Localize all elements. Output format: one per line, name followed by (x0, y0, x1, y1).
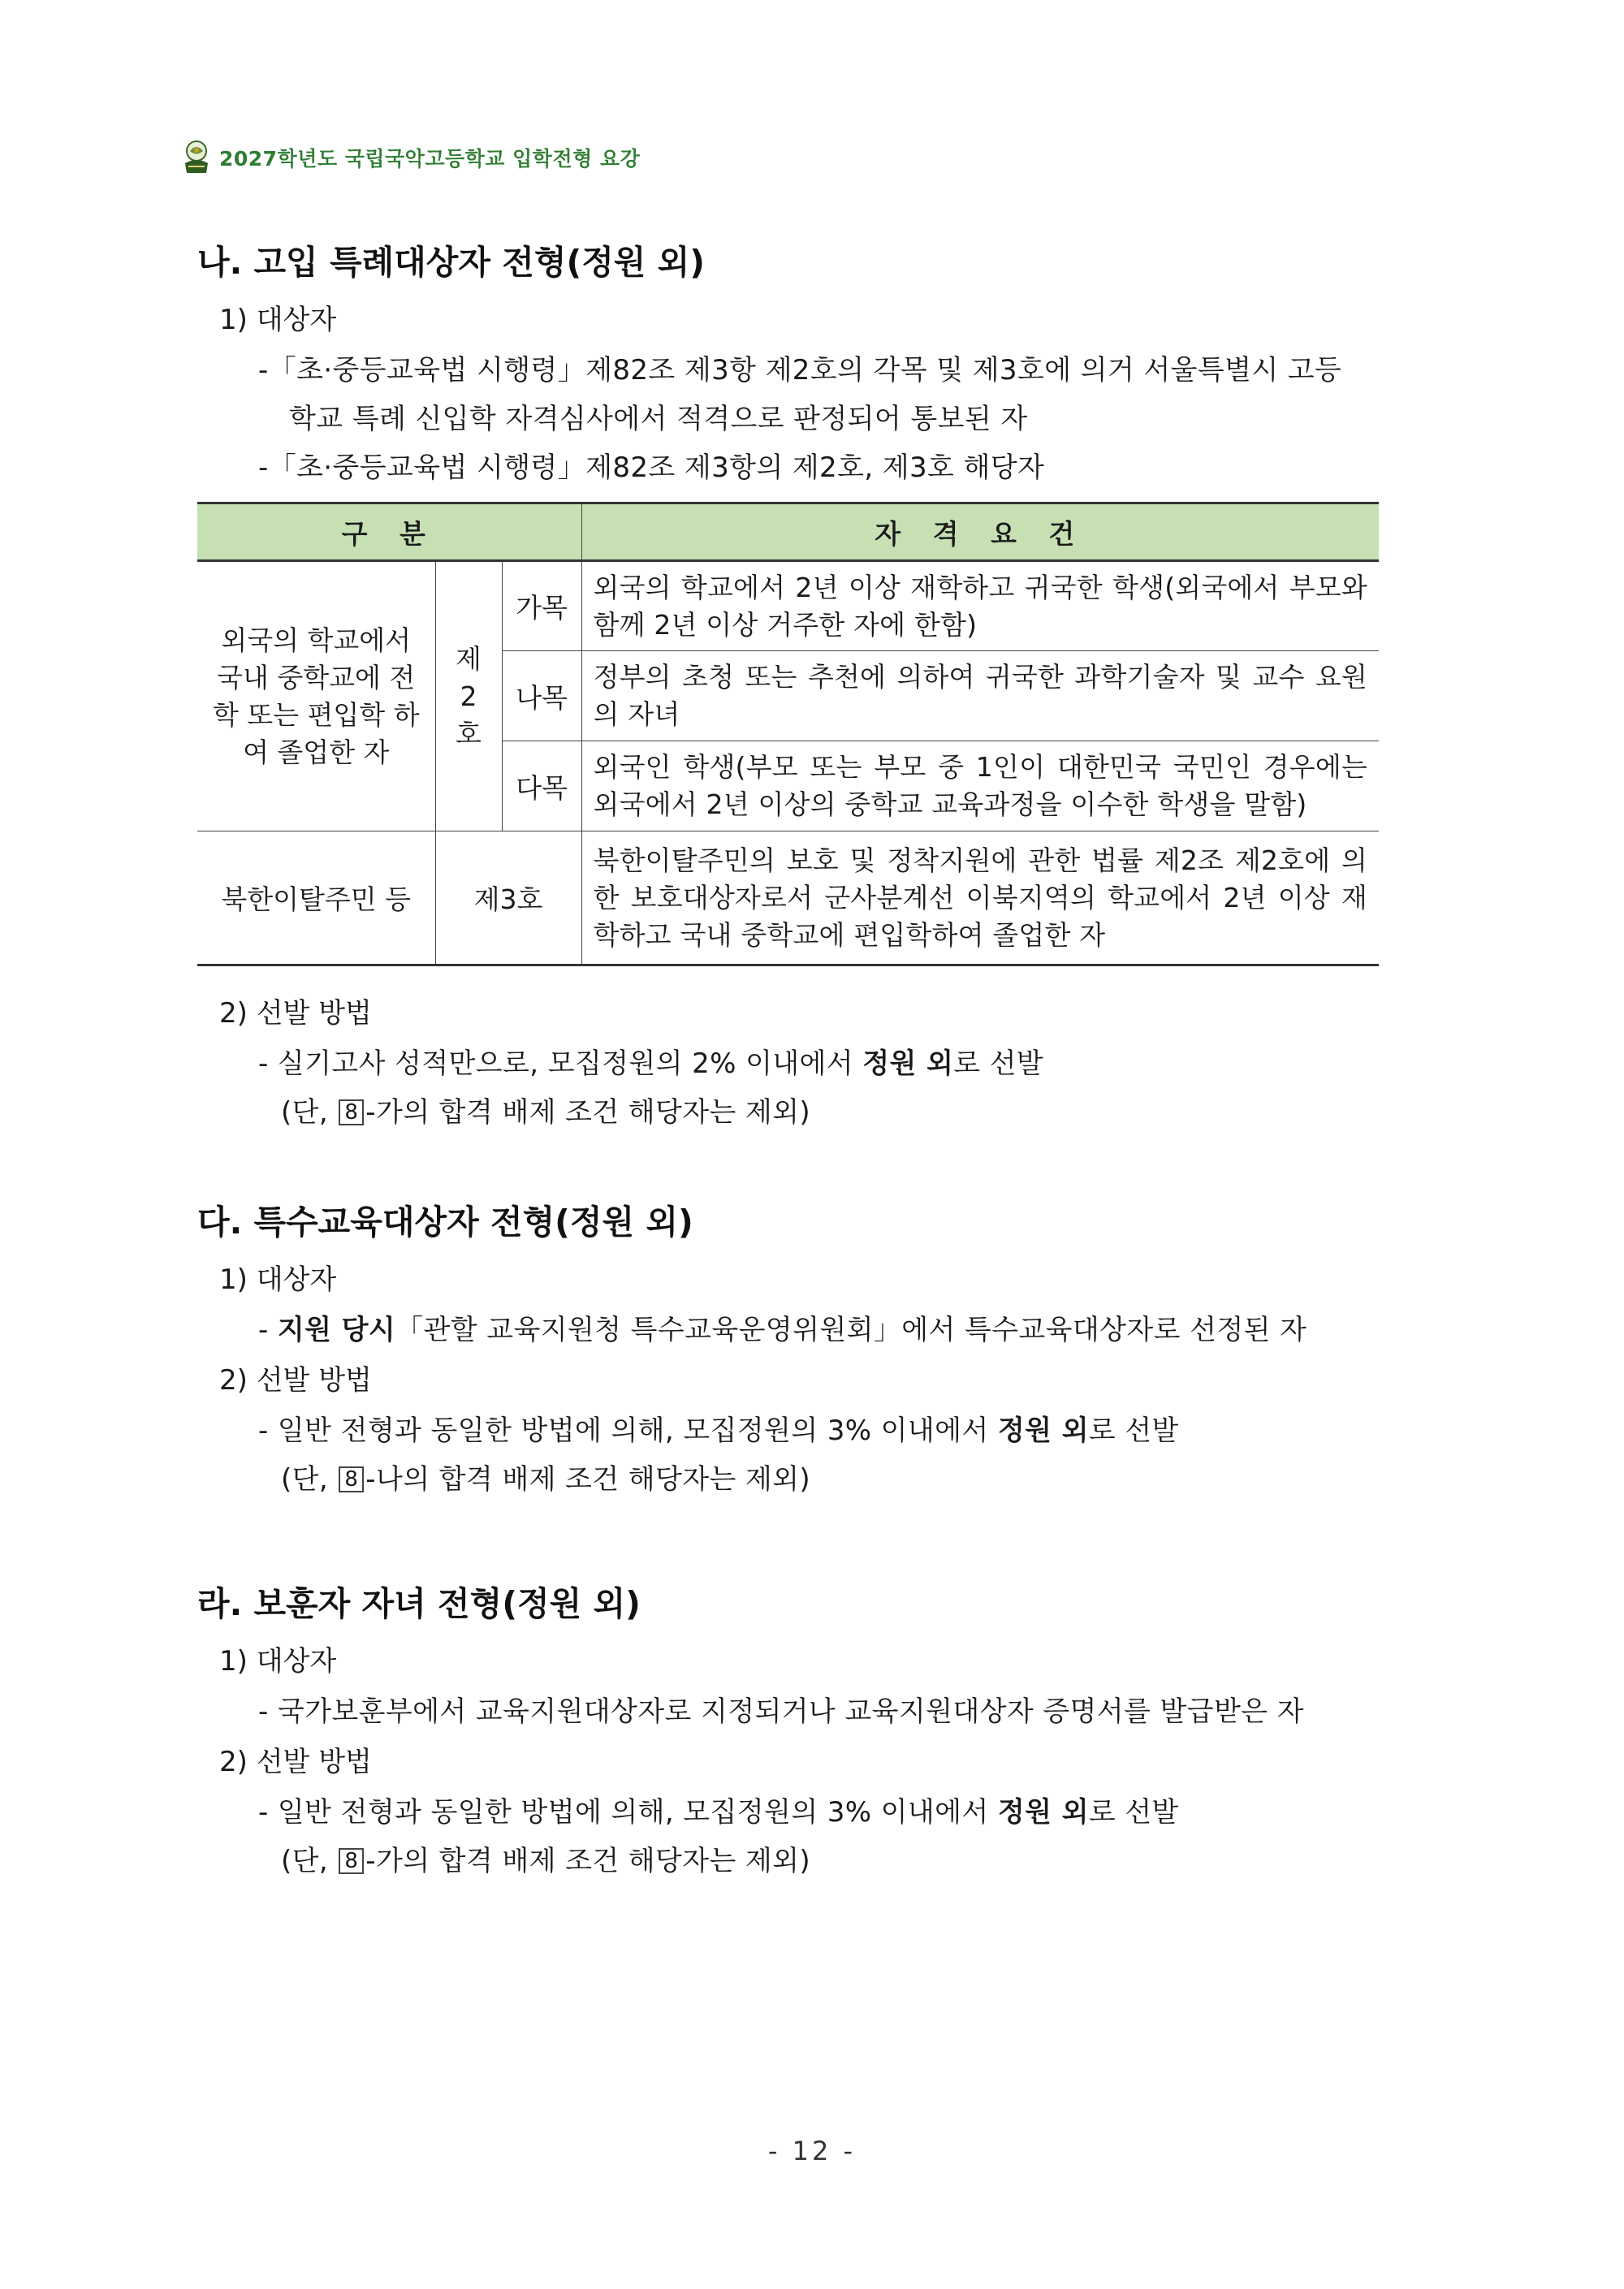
text-span: -가의 합격 배제 조건 해당자는 제외) (365, 1096, 811, 1129)
table-cell-clause: 제 2 호 (435, 561, 502, 831)
document-header-title: 2027학년도 국립국악고등학교 입학전형 요강 (219, 147, 641, 171)
bullet-text: -「초·중등교육법 시행령」제82조 제3항 제2호의 각목 및 제3호에 의거 서울특별시 고등 (258, 354, 1342, 387)
text-span: - 실기고사 성적만으로, 모집정원의 2% 이내에서 (258, 1047, 863, 1080)
subheading-selection: 2) 선발 방법 (219, 997, 372, 1030)
table-cell-category: 북한이탈주민 등 (197, 831, 435, 965)
text-span: - 일반 전형과 동일한 방법에 의해, 모집정원의 3% 이내에서 (258, 1414, 998, 1447)
table-cell-clause: 제3호 (435, 831, 581, 965)
text-span: 「관할 교육지원청 특수교육운영위원회」에서 특수교육대상자로 선정된 자 (395, 1314, 1307, 1346)
section-title-na: 나. 고입 특례대상자 전형(정원 외) (197, 243, 706, 282)
table-header-category: 구 분 (197, 503, 581, 561)
table-cell-condition: 북한이탈주민의 보호 및 정착지원에 관한 법률 제2조 제2호에 의한 보호대상자로서 군사분계선 이북지역의 학교에서 2년 이상 재학하고 국내 중학교에 편입학하여 졸업한 자 (581, 831, 1379, 965)
table-cell-subclause: 나목 (502, 651, 581, 741)
eligibility-table (197, 502, 1379, 966)
table-cell-subclause: 다목 (502, 741, 581, 831)
subheading-target: 1) 대상자 (219, 1263, 337, 1296)
text-span: 로 선발 (953, 1047, 1044, 1080)
text-span: -나의 합격 배제 조건 해당자는 제외) (365, 1463, 811, 1496)
table-cell-subclause: 가목 (502, 561, 581, 651)
table-cell-condition: 외국의 학교에서 2년 이상 재학하고 귀국한 학생(외국에서 부모와 함께 2년 이상 거주한 자에 한함) (581, 561, 1379, 651)
text-span: - (258, 1314, 278, 1346)
text-span: - 일반 전형과 동일한 방법에 의해, 모집정원의 3% 이내에서 (258, 1796, 998, 1829)
subheading-selection: 2) 선발 방법 (219, 1746, 372, 1778)
page-header (180, 138, 640, 177)
boxed-number: 8 (339, 1848, 364, 1874)
emphasis-text: 정원 외 (997, 1796, 1089, 1829)
text-span: -가의 합격 배제 조건 해당자는 제외) (365, 1845, 811, 1877)
table-header-requirements: 자 격 요 건 (581, 503, 1379, 561)
selection-text (258, 1408, 1179, 1448)
exclusion-note (281, 1090, 810, 1129)
text-span: (단, (281, 1463, 338, 1496)
table-header-row (197, 503, 1379, 561)
boxed-number: 8 (339, 1099, 364, 1125)
text-span: 로 선발 (1088, 1414, 1179, 1447)
section-title-ra: 라. 보훈자 자녀 전형(정원 외) (197, 1584, 641, 1623)
emphasis-text: 지원 당시 (277, 1314, 396, 1346)
exclusion-note (281, 1838, 810, 1878)
table-cell-condition: 외국인 학생(부모 또는 부모 중 1인이 대한민국 국민인 경우에는 외국에서 2년 이상의 중학교 교육과정을 이수한 학생을 말함) (581, 741, 1379, 831)
emphasis-text: 정원 외 (862, 1047, 954, 1080)
table-cell-category: 외국의 학교에서 국내 중학교에 전학 또는 편입학 하여 졸업한 자 (197, 561, 435, 831)
boxed-number: 8 (339, 1466, 364, 1492)
section-title-da: 다. 특수교육대상자 전형(정원 외) (197, 1203, 693, 1242)
page-number: - 12 - (767, 2136, 857, 2166)
selection-text (258, 1790, 1179, 1829)
text-span: (단, (281, 1096, 338, 1129)
table-row (197, 831, 1379, 965)
exclusion-note (281, 1457, 810, 1496)
emphasis-text: 정원 외 (997, 1414, 1089, 1447)
bullet-text (258, 1307, 1307, 1347)
subheading-selection: 2) 선발 방법 (219, 1364, 372, 1397)
selection-text (258, 1041, 1043, 1081)
subheading-target: 1) 대상자 (219, 304, 337, 336)
bullet-text-continued: 학교 특례 신입학 자격심사에서 적격으로 판정되어 통보된 자 (289, 403, 1028, 435)
bullet-text: - 국가보훈부에서 교육지원대상자로 지정되거나 교육지원대상자 증명서를 발급받은 자 (258, 1695, 1304, 1728)
text-span: 로 선발 (1088, 1796, 1179, 1829)
school-emblem-icon (180, 139, 213, 176)
table-cell-condition: 정부의 초청 또는 추천에 의하여 귀국한 과학기술자 및 교수 요원의 자녀 (581, 651, 1379, 741)
bullet-text: -「초·중등교육법 시행령」제82조 제3항의 제2호, 제3호 해당자 (258, 451, 1045, 484)
text-span: (단, (281, 1845, 338, 1877)
table-row (197, 561, 1379, 651)
subheading-target: 1) 대상자 (219, 1645, 337, 1678)
